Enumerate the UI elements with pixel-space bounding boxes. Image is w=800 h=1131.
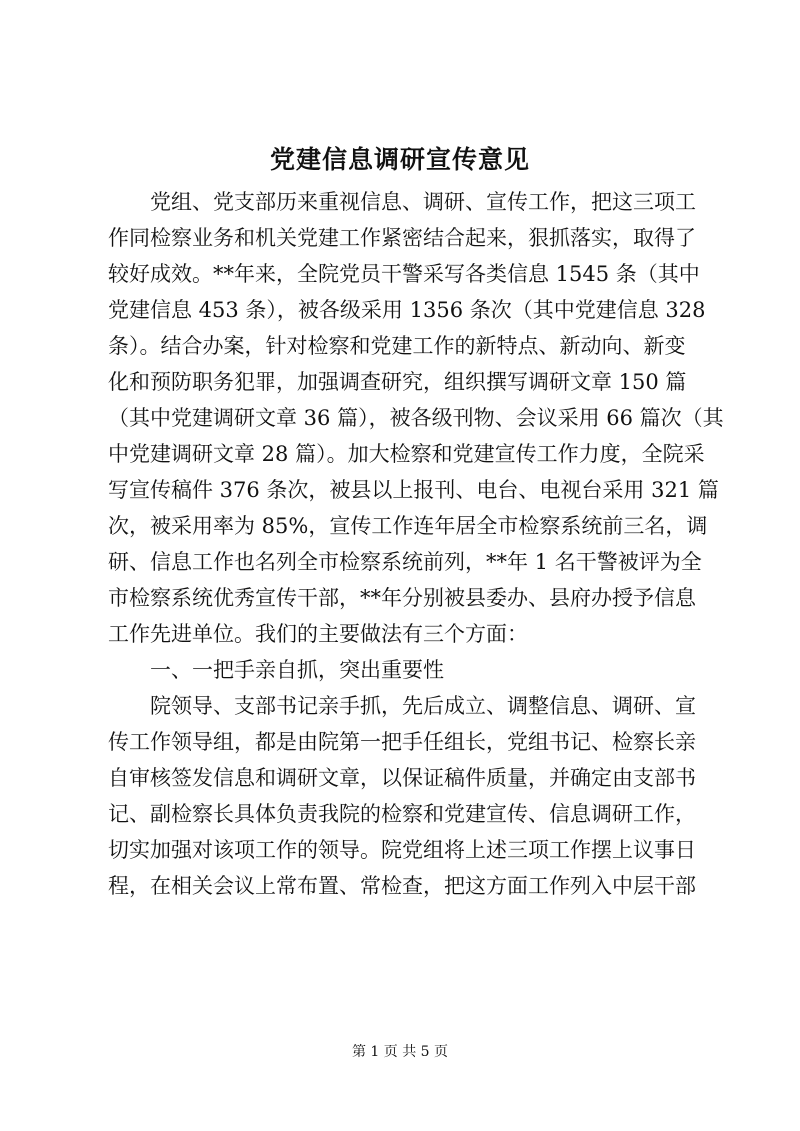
body-line: （其中党建调研文章 36 篇），被各级刊物、会议采用 66 篇次（其 [108, 406, 724, 430]
body-line: 程，在相关会议上常布置、常检查，把这方面工作列入中层干部 [108, 874, 696, 898]
body-line: 党建信息 453 条），被各级采用 1356 条次（其中党建信息 328 [108, 298, 706, 322]
body-line: 较好成效。**年来，全院党员干警采写各类信息 1545 条（其中 [108, 262, 700, 286]
body-line: 传工作领导组，都是由院第一把手任组长，党组书记、检察长亲 [108, 730, 696, 754]
body-line: 写宣传稿件 376 条次，被县以上报刊、电台、电视台采用 321 篇 [108, 478, 719, 502]
body-line: 市检察系统优秀宣传干部，**年分别被县委办、县府办授予信息 [108, 586, 696, 610]
body-line: 中党建调研文章 28 篇）。加大检察和党建宣传工作力度，全院采 [108, 442, 705, 466]
body-line: 次，被采用率为 85%，宣传工作连年居全市检察系统前三名，调 [108, 514, 708, 538]
document-title: 党建信息调研宣传意见 [269, 145, 530, 174]
body-line: 工作先进单位。我们的主要做法有三个方面： [108, 622, 528, 646]
body-line: 自审核签发信息和调研文章，以保证稿件质量，并确定由支部书 [108, 766, 696, 790]
body-line: 党组、党支部历来重视信息、调研、宣传工作，把这三项工 [108, 190, 696, 214]
section-heading: 一、一把手亲自抓，突出重要性 [108, 658, 444, 682]
page-footer: 第 1 页 共 5 页 [351, 1044, 449, 1060]
body-line: 院领导、支部书记亲手抓，先后成立、调整信息、调研、宣 [108, 694, 696, 718]
body-line: 记、副检察长具体负责我院的检察和党建宣传、信息调研工作， [108, 802, 696, 826]
body-line: 切实加强对该项工作的领导。院党组将上述三项工作摆上议事日 [108, 838, 696, 862]
body-line: 研、信息工作也名列全市检察系统前列，**年 1 名干警被评为全 [108, 550, 702, 574]
body-line: 条）。结合办案，针对检察和党建工作的新特点、新动向、新变 [108, 334, 686, 358]
body-line: 作同检察业务和机关党建工作紧密结合起来，狠抓落实，取得了 [108, 226, 696, 250]
body-line: 化和预防职务犯罪，加强调查研究，组织撰写调研文章 150 篇 [108, 370, 687, 394]
